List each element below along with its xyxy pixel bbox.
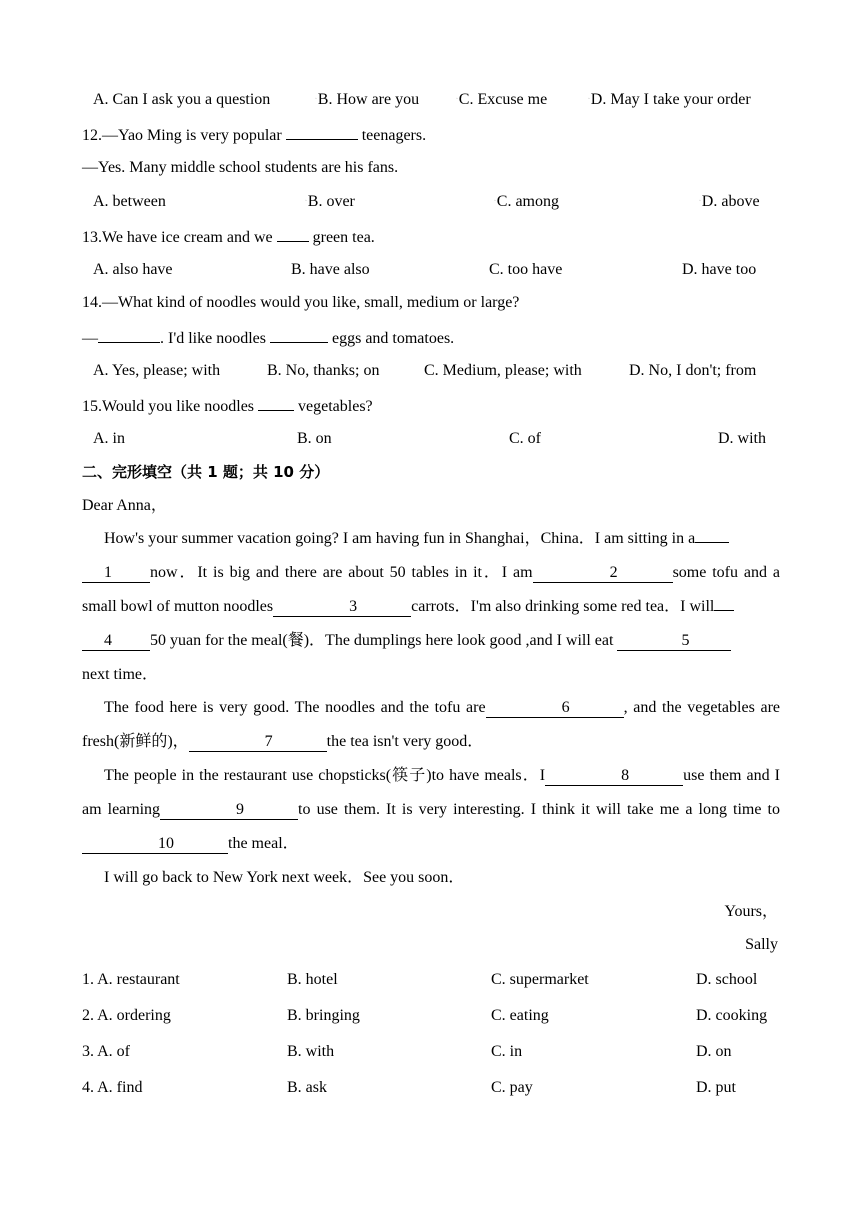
cloze-blank-9: 9 bbox=[160, 801, 298, 820]
cloze-blank-3: 3 bbox=[273, 598, 411, 617]
cloze-blank-6: 6 bbox=[486, 699, 624, 718]
cloze-blank-8: 8 bbox=[545, 767, 683, 786]
cloze-4-option-c: C. pay bbox=[491, 1079, 533, 1096]
q15-stem: 15.Would you like noodles vegetables? bbox=[82, 395, 373, 417]
q14-stem: 14.—What kind of noodles would you like, small, medium or large? bbox=[82, 294, 520, 311]
cloze-2-option-a: 2. A. ordering bbox=[82, 1007, 171, 1024]
q13-option-a: A. also have bbox=[93, 261, 173, 278]
q13-stem: 13.We have ice cream and we green tea. bbox=[82, 226, 375, 248]
q11-option-c: ◦C. Excuse me bbox=[456, 91, 548, 108]
cloze-3-option-a: 3. A. of bbox=[82, 1043, 130, 1060]
cloze-1-option-c: C. supermarket bbox=[491, 971, 589, 988]
q15-option-c: C. of bbox=[509, 430, 541, 447]
q15-option-a: A. in bbox=[93, 430, 125, 447]
q12-option-c: ◦C. among bbox=[494, 193, 559, 210]
letter-signature: Sally bbox=[745, 936, 778, 953]
cloze-4-option-d: D. put bbox=[696, 1079, 736, 1096]
q12-option-a: A. between bbox=[93, 193, 166, 210]
q14-option-d: D. No, I don't; from bbox=[629, 362, 757, 379]
q15-option-d: D. with bbox=[718, 430, 766, 447]
letter-greeting: Dear Anna， bbox=[82, 497, 167, 514]
q11-option-d: ◦D. May I take your order bbox=[588, 91, 751, 108]
q15-option-b: B. on bbox=[297, 430, 332, 447]
cloze-2-option-b: B. bringing bbox=[287, 1007, 360, 1024]
letter-paragraph-4: I will go back to New York next week．See you soon． bbox=[104, 869, 465, 886]
answer-blank bbox=[277, 226, 309, 242]
q14-reply: — . I'd like noodles eggs and tomatoes. bbox=[82, 327, 454, 349]
q11-option-a: A. Can I ask you a question bbox=[93, 91, 271, 108]
cloze-2-option-c: C. eating bbox=[491, 1007, 549, 1024]
q14-option-b: B. No, thanks; on bbox=[267, 362, 380, 379]
answer-blank bbox=[98, 327, 160, 343]
answer-blank bbox=[270, 327, 328, 343]
letter-closing: Yours， bbox=[724, 903, 778, 920]
answer-blank bbox=[286, 124, 358, 140]
cloze-blank-2: 2 bbox=[533, 564, 673, 583]
cloze-2-option-d: D. cooking bbox=[696, 1007, 768, 1024]
q14-option-c: C. Medium, please; with bbox=[424, 362, 582, 379]
cloze-3-option-d: D. on bbox=[696, 1043, 732, 1060]
cloze-3-option-b: B. with bbox=[287, 1043, 335, 1060]
cloze-blank-4: 4 bbox=[82, 632, 150, 651]
cloze-3-option-c: C. in bbox=[491, 1043, 523, 1060]
section-heading: 二、完形填空（共 1 题；共 10 分） bbox=[82, 463, 330, 481]
cloze-blank-10: 10 bbox=[82, 835, 228, 854]
letter-paragraph-2: The food here is very good. The noodles and the tofu are 6 , and the vegetables are fresh(新鲜的)， 7 the tea isn't very good． bbox=[82, 699, 781, 750]
q13-option-c: C. too have bbox=[489, 261, 563, 278]
cloze-blank-1: 1 bbox=[82, 564, 150, 583]
cloze-1-option-b: B. hotel bbox=[287, 971, 338, 988]
cloze-blank-4-lead bbox=[714, 610, 734, 611]
cloze-1-option-d: D. school bbox=[696, 971, 758, 988]
cloze-4-option-b: B. ask bbox=[287, 1079, 327, 1096]
cloze-blank-7: 7 bbox=[189, 733, 327, 752]
q13-option-d: D. have too bbox=[682, 261, 757, 278]
letter-paragraph-3: The people in the restaurant use chopsticks(筷子)to have meals．I 8 use them and I am learning 9 to use them. It is very interesting. I think it will take me a long time to10 the meal． bbox=[82, 767, 780, 852]
q11-option-b: ◦B. How are you bbox=[315, 91, 420, 108]
q13-option-b: B. have also bbox=[291, 261, 370, 278]
q12-reply: —Yes. Many middle school students are his fans. bbox=[82, 159, 399, 176]
cloze-4-option-a: 4. A. find bbox=[82, 1079, 143, 1096]
cloze-blank-5: 5 bbox=[617, 632, 731, 651]
q14-option-a: A. Yes, please; with bbox=[93, 362, 221, 379]
q12-option-d: ◦D. above bbox=[699, 193, 760, 210]
cloze-1-option-a: 1. A. restaurant bbox=[82, 971, 180, 988]
letter-paragraph-1: How's your summer vacation going? I am having fun in Shanghai，China．I am sitting in a 1 now．It is big and there are about 50 tables in it．I am 2 some tofu and a small bowl of mutton noodles 3 carrots．I'm also drinking some red tea．I will 4 50 yuan for the meal(餐)．The dumplings here look good ,and I will eat 5 next time． bbox=[82, 530, 780, 683]
answer-blank bbox=[258, 395, 294, 411]
q12-option-b: ◦B. over bbox=[305, 193, 355, 210]
q12-stem: 12.—Yao Ming is very popular teenagers. bbox=[82, 124, 426, 146]
cloze-blank-1-lead bbox=[695, 542, 729, 543]
